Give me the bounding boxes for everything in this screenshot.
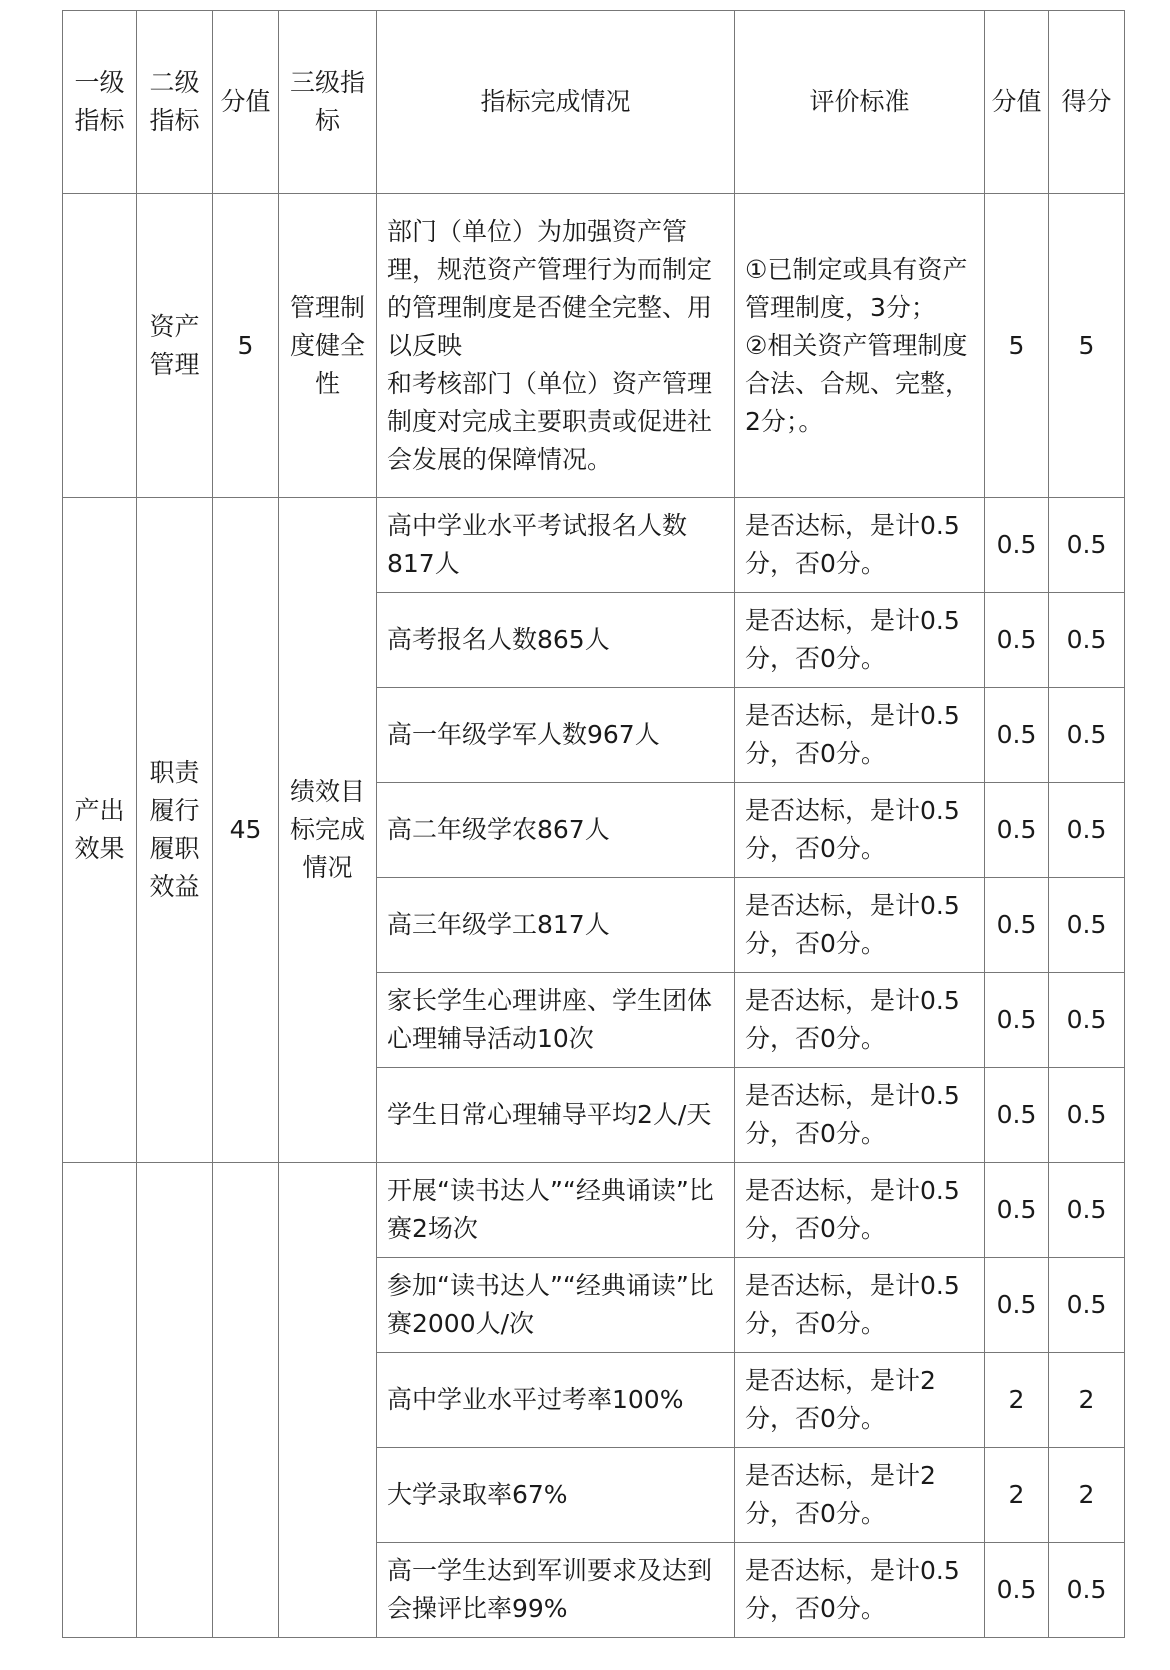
value-cell: 0.5: [985, 1258, 1049, 1353]
score-cell: [213, 1163, 279, 1638]
header-got: 得分: [1049, 11, 1125, 194]
value-cell: 0.5: [985, 688, 1049, 783]
table-row: [63, 498, 1125, 593]
criteria-cell: 是否达标，是计0.5分，否0分。: [735, 593, 985, 688]
value-cell: 2: [985, 1448, 1049, 1543]
header-criteria: 评价标准: [735, 11, 985, 194]
score-cell: 5: [213, 194, 279, 498]
completion-cell: 高一学生达到军训要求及达到会操评比率99%: [377, 1543, 735, 1638]
value-cell: 0.5: [985, 1163, 1049, 1258]
completion-cell: 高二年级学农867人: [377, 783, 735, 878]
value-cell: 0.5: [985, 498, 1049, 593]
header-level1: 一级指标: [63, 11, 137, 194]
criteria-cell: 是否达标，是计0.5分，否0分。: [735, 878, 985, 973]
completion-cell: 高一年级学军人数967人: [377, 688, 735, 783]
got-cell: 0.5: [1049, 973, 1125, 1068]
value-cell: 0.5: [985, 878, 1049, 973]
completion-cell: 学生日常心理辅导平均2人/天: [377, 1068, 735, 1163]
completion-cell: 高中学业水平过考率100%: [377, 1353, 735, 1448]
completion-cell: 高三年级学工817人: [377, 878, 735, 973]
value-cell: 0.5: [985, 1543, 1049, 1638]
got-cell: 2: [1049, 1353, 1125, 1448]
got-cell: 0.5: [1049, 783, 1125, 878]
got-cell: 0.5: [1049, 498, 1125, 593]
got-cell: 2: [1049, 1448, 1125, 1543]
completion-cell: 高中学业水平考试报名人数817人: [377, 498, 735, 593]
criteria-cell: 是否达标，是计0.5分，否0分。: [735, 1543, 985, 1638]
criteria-cell: 是否达标，是计2分，否0分。: [735, 1448, 985, 1543]
completion-cell: 高考报名人数865人: [377, 593, 735, 688]
got-cell: 0.5: [1049, 1543, 1125, 1638]
got-cell: 5: [1049, 194, 1125, 498]
table-header: [63, 11, 1125, 194]
level2-cell: 资产管理: [137, 194, 213, 498]
level1-cell: [63, 1163, 137, 1638]
completion-cell: 参加“读书达人”“经典诵读”比赛2000人/次: [377, 1258, 735, 1353]
level1-cell: [63, 194, 137, 498]
criteria-cell: 是否达标，是计2分，否0分。: [735, 1353, 985, 1448]
value-cell: 5: [985, 194, 1049, 498]
header-score: 分值: [213, 11, 279, 194]
table-row: [63, 194, 1125, 498]
header-value: 分值: [985, 11, 1049, 194]
criteria-cell: 是否达标，是计0.5分，否0分。: [735, 1068, 985, 1163]
got-cell: 0.5: [1049, 878, 1125, 973]
completion-cell: 大学录取率67%: [377, 1448, 735, 1543]
level3-cell: 管理制度健全性: [279, 194, 377, 498]
got-cell: 0.5: [1049, 593, 1125, 688]
value-cell: 0.5: [985, 593, 1049, 688]
criteria-cell: ①已制定或具有资产管理制度，3分； ②相关资产管理制度合法、合规、完整，2分；。: [735, 194, 985, 498]
level3-cell: [279, 1163, 377, 1638]
criteria-cell: 是否达标，是计0.5分，否0分。: [735, 498, 985, 593]
completion-cell: 开展“读书达人”“经典诵读”比赛2场次: [377, 1163, 735, 1258]
score-cell: 45: [213, 498, 279, 1163]
value-cell: 0.5: [985, 1068, 1049, 1163]
completion-cell: 家长学生心理讲座、学生团体心理辅导活动10次: [377, 973, 735, 1068]
criteria-cell: 是否达标，是计0.5分，否0分。: [735, 783, 985, 878]
completion-cell: 部门（单位）为加强资产管理，规范资产管理行为而制定的管理制度是否健全完整、用以反映 和考核部门（单位）资产管理制度对完成主要职责或促进社会发展的保障情况。: [377, 194, 735, 498]
header-level3: 三级指标: [279, 11, 377, 194]
level2-cell: 职责履行履职效益: [137, 498, 213, 1163]
header-row: [63, 11, 1125, 194]
got-cell: 0.5: [1049, 1068, 1125, 1163]
table-row: [63, 1163, 1125, 1258]
criteria-cell: 是否达标，是计0.5分，否0分。: [735, 973, 985, 1068]
criteria-cell: 是否达标，是计0.5分，否0分。: [735, 1163, 985, 1258]
criteria-cell: 是否达标，是计0.5分，否0分。: [735, 688, 985, 783]
table-body: [63, 194, 1125, 1638]
got-cell: 0.5: [1049, 1258, 1125, 1353]
header-completion: 指标完成情况: [377, 11, 735, 194]
level1-cell: 产出效果: [63, 498, 137, 1163]
header-level2: 二级指标: [137, 11, 213, 194]
got-cell: 0.5: [1049, 688, 1125, 783]
level2-cell: [137, 1163, 213, 1638]
level3-cell: 绩效目标完成情况: [279, 498, 377, 1163]
got-cell: 0.5: [1049, 1163, 1125, 1258]
value-cell: 0.5: [985, 973, 1049, 1068]
evaluation-table: [62, 10, 1125, 1638]
value-cell: 0.5: [985, 783, 1049, 878]
criteria-cell: 是否达标，是计0.5分，否0分。: [735, 1258, 985, 1353]
value-cell: 2: [985, 1353, 1049, 1448]
